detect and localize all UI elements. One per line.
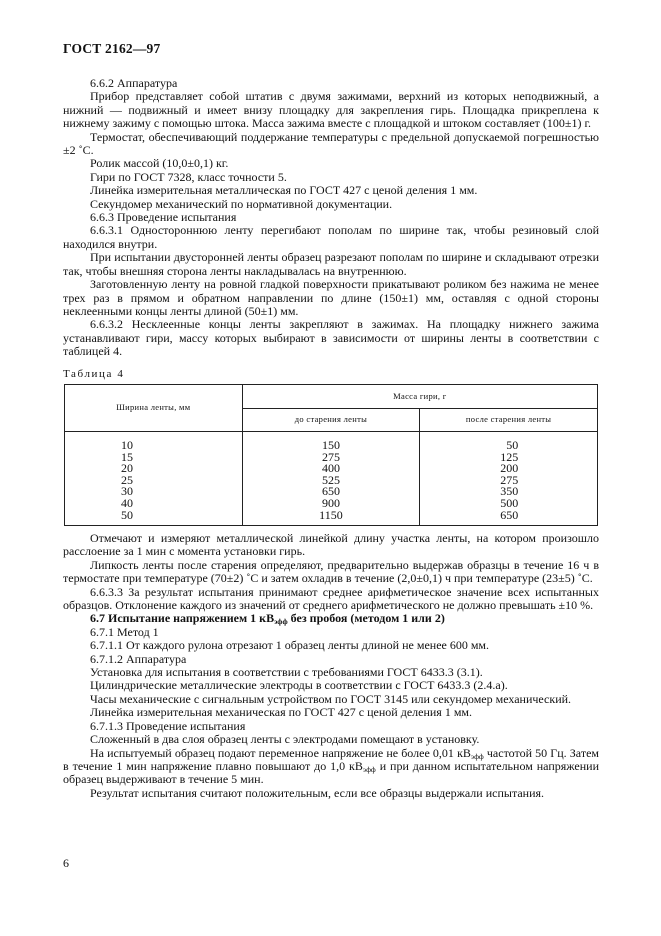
subheading: 6.6.3 Проведение испытания	[90, 210, 237, 225]
paragraph: Сложенный в два слоя образец ленты с электродами помещают в установку.	[90, 732, 480, 747]
section-6-6-2	[63, 77, 599, 359]
cell-width: 30	[65, 486, 243, 498]
paragraph: Линейка измерительная металлическая по ГОСТ 427 с ценой деления 1 мм.	[90, 183, 478, 198]
header-mass: Масса гири, г	[242, 385, 597, 409]
subscript: эфф	[362, 764, 376, 774]
paragraph: Линейка измерительная механическая по ГОСТ 427 с ценой деления 1 мм.	[90, 705, 473, 720]
subheading: 6.6.2 Аппаратура	[90, 76, 178, 90]
cell-width: 10	[65, 432, 243, 452]
subheading: 6.7.1 Метод 1	[90, 624, 159, 639]
paragraph: Гири по ГОСТ 7328, класс точности 5.	[90, 169, 287, 184]
paragraph: Секундомер механический по нормативной документации.	[90, 196, 393, 211]
paragraph: 6.6.3.2 Несклеенные концы ленты закрепляют в зажимах. На площадку нижнего зажима устанавливают гири, массу которых выбирают в зависимости от ширины ленты в соответствии с таблицей 4.	[63, 317, 599, 359]
paragraph: 6.6.3.3 За результат испытания принимают среднее арифметическое значение всех испытанных образцов. Отклонение каждого из значений от среднего арифметического не должно превышать ±10 %.	[63, 584, 599, 613]
cell-width: 20	[65, 463, 243, 475]
cell-after: 500	[420, 498, 598, 510]
cell-width: 15	[65, 452, 243, 464]
heading-subscript: эфф	[274, 617, 288, 627]
paragraph: Липкость ленты после старения определяют, предварительно выдержав образцы в течение 16 ч в термостате при температуре (70±2) ˚С и затем охладив в течение (2,0±0,1) ч при температуре (23±5) ˚С.	[63, 557, 599, 586]
paragraph: Термостат, обеспечивающий поддержание температуры с предельной допускаемой погрешностью ±2 ˚С.	[63, 129, 599, 158]
cell-after: 350	[420, 486, 598, 498]
subheading: 6.7.1.2 Аппаратура	[90, 651, 187, 666]
text-part: и при данном испытательном напряжении образец выдерживают в течение 5 мин.	[63, 758, 599, 787]
subscript: эфф	[470, 751, 484, 761]
paragraph: Заготовленную ленту на ровной гладкой поверхности прикатывают роликом без нажима не менее трех раз в прямом и обратном направлении по длине (150±1) мм, оставляя с одной стороны неклеенными концы ленты длиной (50±1) мм.	[63, 277, 599, 318]
cell-after: 650	[420, 510, 598, 526]
paragraph: Ролик массой (10,0±0,1) кг.	[90, 156, 229, 171]
table-4	[64, 384, 598, 526]
cell-before: 1150	[242, 510, 420, 526]
section-heading-6-7	[63, 612, 599, 625]
header-width: Ширина ленты, мм	[65, 385, 243, 432]
cell-width: 25	[65, 475, 243, 487]
paragraph: 6.7.1.1 От каждого рулона отрезают 1 образец ленты длиной не менее 600 мм.	[90, 638, 490, 653]
text-part: частотой 50 Гц. Затем в течение 1 мин напряжение плавно повышают до 1,0 кВ	[63, 745, 599, 773]
section-after-table	[63, 532, 599, 800]
cell-before: 650	[242, 486, 420, 498]
header-before-aging: до старения ленты	[242, 409, 420, 432]
paragraph: Прибор представляет собой штатив с двумя зажимами, верхний из которых неподвижный, а нижний — подвижный и имеет внизу площадку для закрепления гирь. Площадка прикреплена к нижнему зажиму с помощью штока. Масса зажима вместе с площадкой и штоком составляет (100±1) г.	[63, 89, 599, 131]
paragraph: Установка для испытания в соответствии с требованиями ГОСТ 6433.3 (3.1).	[90, 665, 483, 680]
page-number: 6	[63, 856, 69, 870]
cell-before: 400	[242, 463, 420, 475]
paragraph-voltage	[63, 747, 599, 787]
heading-part: без пробоя (методом 1 или 2)	[287, 611, 445, 626]
paragraph: Отмечают и измеряют металлической линейкой длину участка ленты, на котором произошло расслоение за 1 мин с момента установки гирь.	[63, 531, 599, 559]
heading-part: 6.7 Испытание напряжением 1 кВ	[90, 611, 275, 626]
cell-after: 200	[420, 463, 598, 475]
paragraph: При испытании двусторонней ленты образец разрезают пополам по ширине и складывают отрезки так, чтобы внешняя сторона ленты накладывалась на внутреннюю.	[63, 250, 599, 278]
table-row	[65, 432, 598, 452]
paragraph: Часы механические с сигнальным устройством по ГОСТ 3145 или секундомер механический.	[90, 691, 572, 706]
cell-before: 150	[242, 432, 420, 452]
cell-before: 525	[242, 475, 420, 487]
cell-before: 900	[242, 498, 420, 510]
cell-after: 275	[420, 475, 598, 487]
running-header: ГОСТ 2162—97	[63, 41, 161, 56]
table-row	[65, 510, 598, 526]
cell-width: 40	[65, 498, 243, 510]
cell-width: 50	[65, 510, 243, 526]
cell-after: 50	[420, 432, 598, 452]
paragraph: 6.6.3.1 Одностороннюю ленту перегибают пополам по ширине так, чтобы резиновый слой находился внутри.	[63, 223, 599, 251]
cell-before: 275	[242, 452, 420, 464]
subheading: 6.7.1.3 Проведение испытания	[90, 718, 246, 733]
header-after-aging: после старения ленты	[420, 409, 598, 432]
table-caption: Таблица 4	[63, 368, 125, 380]
paragraph: Цилиндрические металлические электроды в соответствии с ГОСТ 6433.3 (2.4.а).	[90, 678, 508, 693]
paragraph: Результат испытания считают положительным, если все образцы выдержали испытания.	[90, 785, 545, 800]
text-part: На испытуемый образец подают переменное напряжение не более 0,01 кВ	[90, 745, 471, 760]
cell-after: 125	[420, 452, 598, 464]
